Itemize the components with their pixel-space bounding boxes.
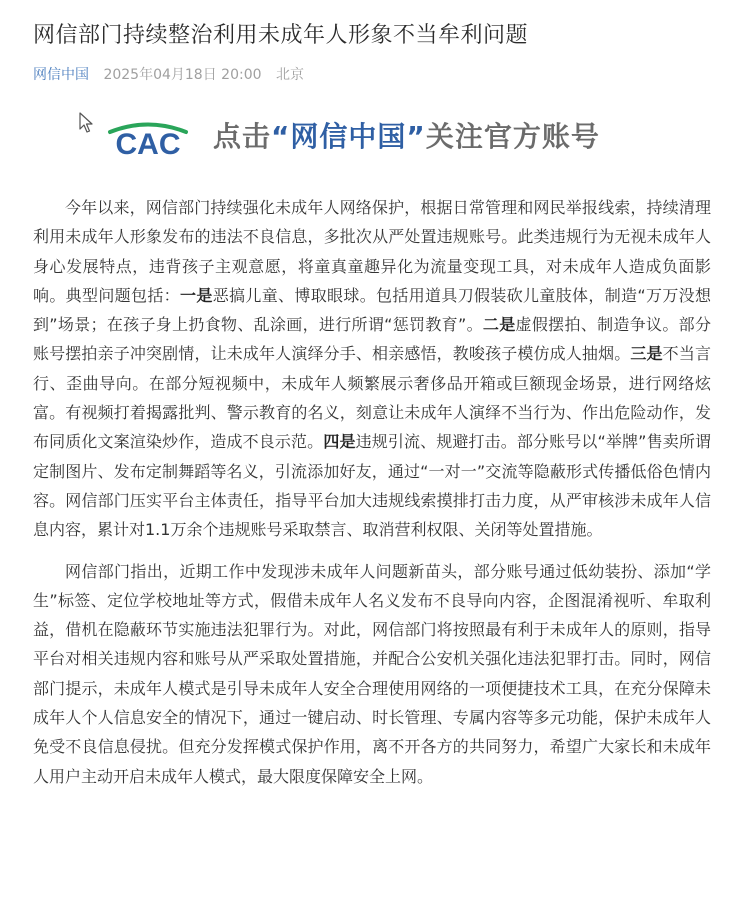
cac-logo-icon bbox=[103, 113, 193, 157]
keyword-fourth: 四是 bbox=[323, 432, 356, 452]
article-meta bbox=[33, 65, 710, 85]
keyword-third: 三是 bbox=[630, 344, 663, 364]
paragraph-1-segment: 不当言行、歪曲导向。在部分短视频中，未成年人频繁展示奢侈品开箱或巨额现金场景，进行网络炫富。有视频打着揭露批判、警示教育的名义，刻意让未成年人演绎不当行为、作出危险动作，发布同质化文案渲染炒作，造成不良示范。 bbox=[33, 344, 711, 452]
paragraph-1-segment: 虚假摆拍、制造争议。部分账号摆拍亲子冲突剧情，让未成年人演绎分手、相亲感悟，教唆孩子模仿成人抽烟。 bbox=[33, 315, 711, 364]
paragraph-1 bbox=[33, 193, 711, 545]
paragraph-1-segment: 今年以来，网信部门持续强化未成年人网络保护，根据日常管理和网民举报线索，持续清理利用未成年人形象发布的违法不良信息，多批次从严处置违规账号。此类违规行为无视未成年人身心发展特点，违背孩子主观意愿，将童真童趣异化为流量变现工具，对未成年人造成负面影响。典型问题包括： bbox=[33, 198, 711, 305]
publish-datetime: 2025年04月18日 20:00 bbox=[103, 67, 262, 83]
follow-banner[interactable] bbox=[33, 109, 710, 179]
logo-text: CAC bbox=[115, 128, 181, 157]
keyword-second: 二是 bbox=[482, 315, 516, 335]
banner-prefix: 点击 bbox=[213, 120, 272, 153]
cursor-icon bbox=[79, 112, 95, 134]
paragraph-2: 网信部门指出，近期工作中发现涉未成年人问题新苗头，部分账号通过低幼装扮、添加“学生”标签、定位学校地址等方式，假借未成年人名义发布不良导向内容，企图混淆视听、牟取利益，借机在隐蔽环节实施违法犯罪行为。对此，网信部门将按照最有利于未成年人的原则，指导平台对相关违规内容和账号从严采取处置措施，并配合公安机关强化违法犯罪打击。同时，网信部门提示，未成年人模式是引导未成年人安全合理使用网络的一项便捷技术工具，在充分保障未成年人个人信息安全的情况下，通过一键启动、时长管理、专属内容等多元功能，保护未成年人免受不良信息侵扰。但充分发挥模式保护作用，离不开各方的共同努力，希望广大家长和未成年人用户主动开启未成年人模式，最大限度保障安全上网。 bbox=[33, 561, 711, 786]
banner-suffix: 关注官方账号 bbox=[425, 120, 600, 153]
keyword-first: 一是 bbox=[180, 285, 213, 305]
banner-highlight: “网信中国” bbox=[271, 120, 426, 153]
source-link[interactable]: 网信中国 bbox=[33, 67, 89, 83]
paragraph-1-segment: 恶搞儿童、博取眼球。包括用道具刀假装砍儿童肢体，制造“万万没想到”场景；在孩子身上扔食物、乱涂画，进行所谓“惩罚教育”。 bbox=[33, 285, 711, 335]
banner-text bbox=[213, 115, 600, 155]
article-body bbox=[33, 193, 711, 791]
article-title: 网信部门持续整治利用未成年人形象不当牟利问题 bbox=[33, 23, 529, 48]
publish-location: 北京 bbox=[275, 67, 304, 83]
paragraph-1-segment: 违规引流、规避打击。部分账号以“举牌”售卖所谓定制图片、发布定制舞蹈等名义，引流添加好友，通过“一对一”交流等隐蔽形式传播低俗色情内容。网信部门压实平台主体责任，指导平台加大违规线索摸排打击力度，从严审核涉未成年人信息内容，累计对1.1万余个违规账号采取禁言、取消营利权限、关闭等处置措施。 bbox=[33, 432, 711, 540]
